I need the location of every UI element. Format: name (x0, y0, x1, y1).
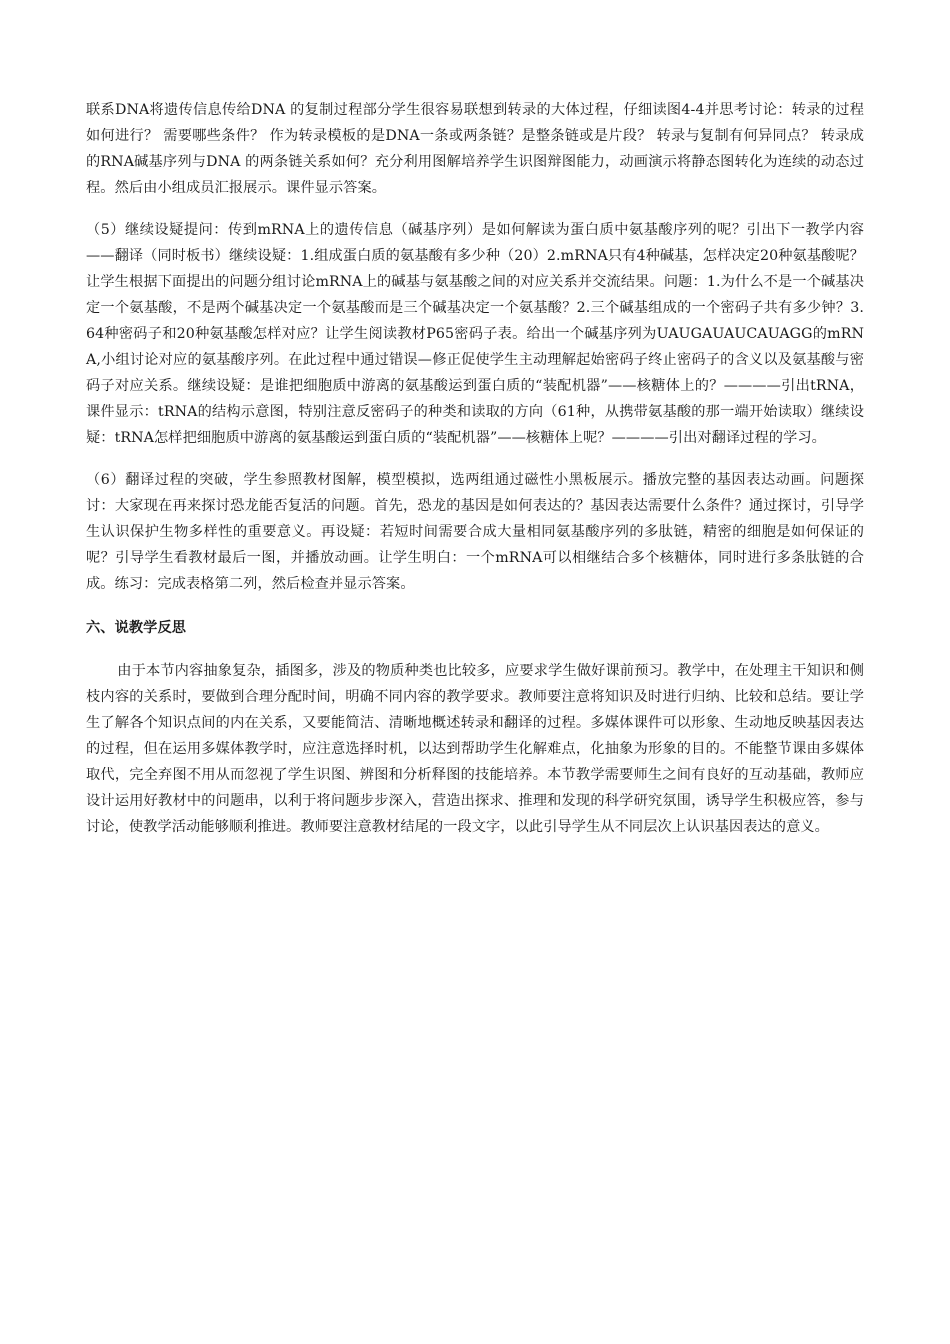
document-page (86, 97, 864, 856)
paragraph-reflection: 由于本节内容抽象复杂，插图多，涉及的物质种类也比较多，应要求学生做好课前预习。教学中，在处理主干知识和侧枝内容的关系时，要做到合理分配时间，明确不同内容的教学要求。教师要注意将知识及时进行归纳、比较和总结。要让学生了解各个知识点间的内在关系，又要能简洁、清晰地概述转录和翻译的过程。多媒体课件可以形象、生动地反映基因表达的过程，但在运用多媒体教学时，应注意选择时机，以达到帮助学生化解难点，化抽象为形象的目的。不能整节课由多媒体取代，完全弃图不用从而忽视了学生识图、辨图和分析释图的技能培养。本节教学需要师生之间有良好的互动基础，教师应设计运用好教材中的问题串，以利于将问题步步深入，营造出探求、推理和发现的科学研究氛围，诱导学生积极应答，参与讨论，使教学活动能够顺利推进。教师要注意教材结尾的一段文字，以此引导学生从不同层次上认识基因表达的意义。 (86, 663, 864, 835)
paragraph-translation-step-6: （6）翻译过程的突破，学生参照教材图解，模型模拟，选两组通过磁性小黑板展示。播放完整的基因表达动画。问题探讨：大家现在再来探讨恐龙能否复活的问题。首先，恐龙的基因是如何表达的？基因表达需要什么条件？通过探讨，引导学生认识保护生物多样性的重要意义。再设疑：若短时间需要合成大量相同氨基酸序列的多肽链，精密的细胞是如何保证的呢？引导学生看教材最后一图，并播放动画。让学生明白：一个mRNA可以相继结合多个核糖体，同时进行多条肽链的合成。练习：完成表格第二列，然后检查并显示答案。 (86, 472, 864, 592)
section-heading: 六、说教学反思 (86, 620, 187, 636)
paragraph-translation-step-5: （5）继续设疑提问：传到mRNA上的遗传信息（碱基序列）是如何解读为蛋白质中氨基酸序列的呢？引出下一教学内容——翻译（同时板书）继续设疑：1.组成蛋白质的氨基酸有多少种（20）2.mRNA只有4种碱基，怎样决定20种氨基酸呢？让学生根据下面提出的问题分组讨论mRNA上的碱基与氨基酸之间的对应关系并交流结果。问题：1.为什么不是一个碱基决定一个氨基酸，不是两个碱基决定一个氨基酸而是三个碱基决定一个氨基酸？2.三个碱基组成的一个密码子共有多少钟？3.64种密码子和20种氨基酸怎样对应？让学生阅读教材P65密码子表。给出一个碱基序列为UAUGAUAUCAUAGG的mRNA,小组讨论对应的氨基酸序列。在此过程中通过错误—修正促使学生主动理解起始密码子终止密码子的含义以及氨基酸与密码子对应关系。继续设疑：是谁把细胞质中游离的氨基酸运到蛋白质的“装配机器”——核糖体上的？————引出tRNA，课件显示：tRNA的结构示意图，特别注意反密码子的种类和读取的方向（61种，从携带氨基酸的那一端开始读取）继续设疑：tRNA怎样把细胞质中游离的氨基酸运到蛋白质的“装配机器”——核糖体上呢？————引出对翻译过程的学习。 (86, 222, 864, 446)
paragraph-transcription: 联系DNA将遗传信息传给DNA 的复制过程部分学生很容易联想到转录的大体过程，仔细读图4-4并思考讨论：转录的过程如何进行？ 需要哪些条件？ 作为转录模板的是DNA一条或两条链？是整条链或是片段？ 转录与复制有何异同点？ 转录成的RNA碱基序列与DNA 的两条链关系如何？充分利用图解培养学生识图辩图能力，动画演示将静态图转化为连续的动态过程。然后由小组成员汇报展示。课件显示答案。 (86, 102, 864, 196)
